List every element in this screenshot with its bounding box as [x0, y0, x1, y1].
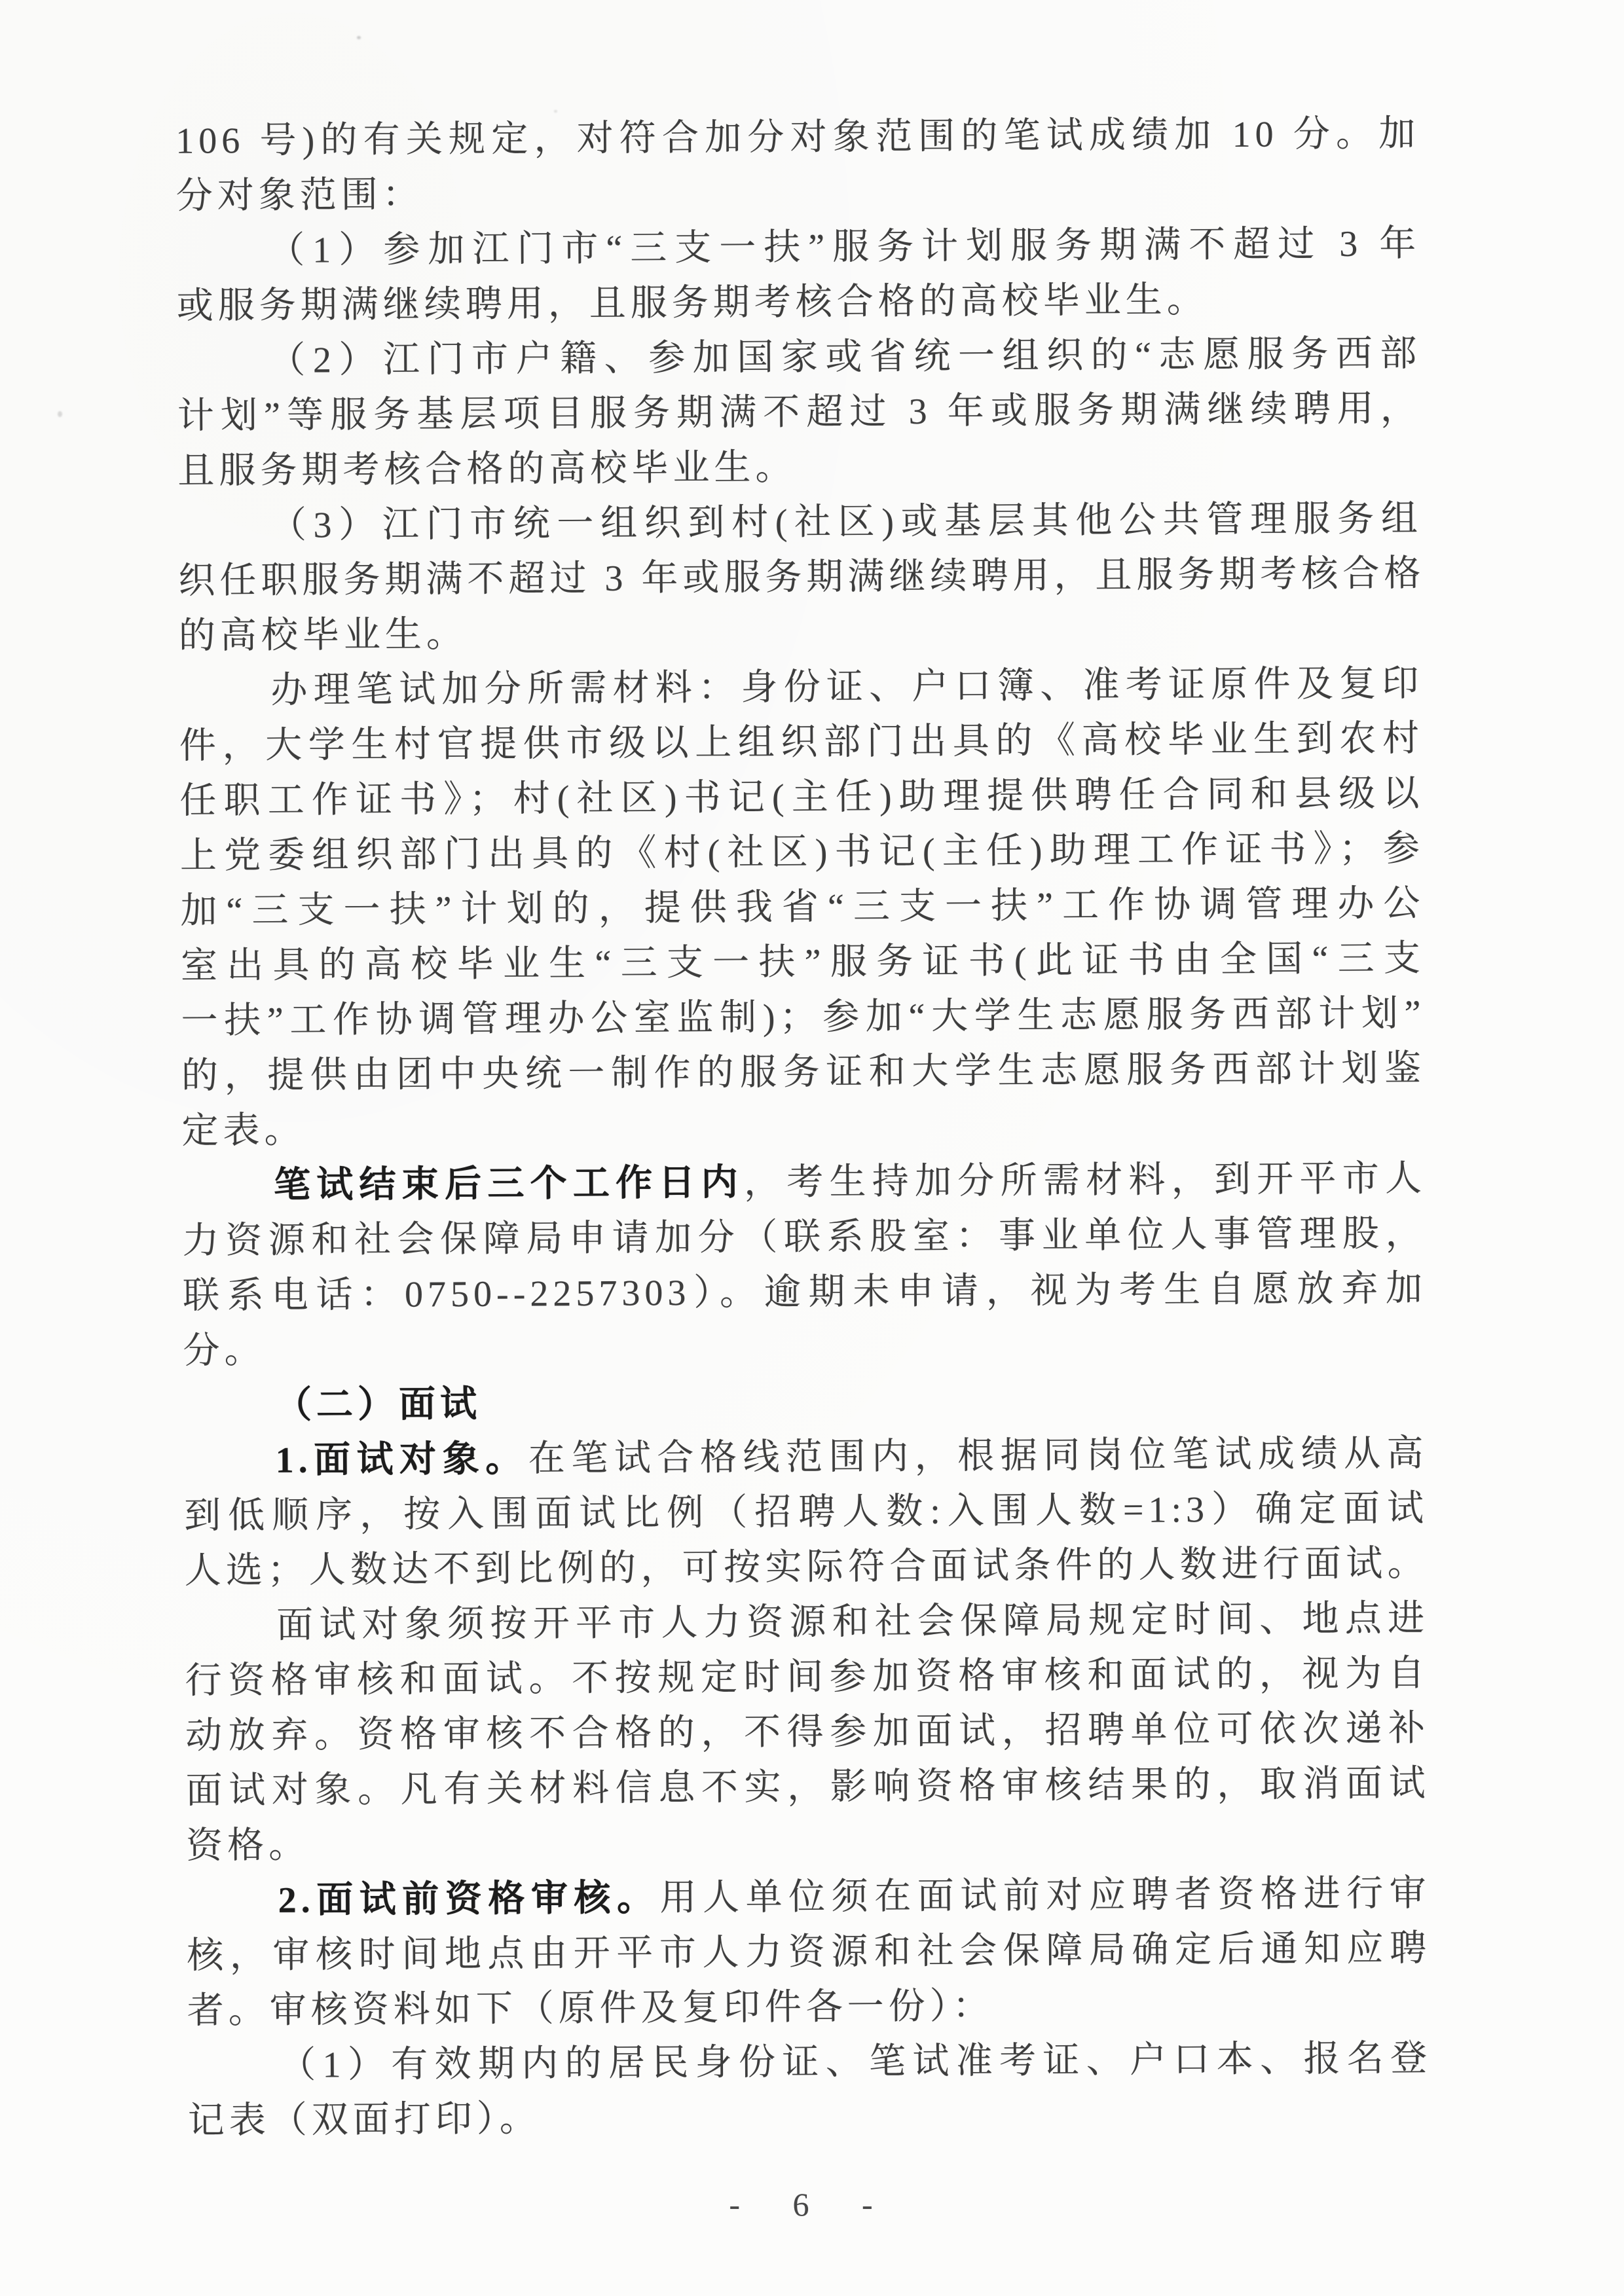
- bold-text-segment: 1.面试对象。: [275, 1438, 529, 1481]
- text-line: [187, 1976, 1431, 2039]
- text-segment: 核，审核时间地点由开平市人力资源和社会保障局确定后通知应聘: [187, 1928, 1431, 1977]
- text-segment: 上党委组织部门出具的《村(社区)书记(主任)助理工作证书》；参: [179, 828, 1425, 877]
- text-segment: 任职工作证书》；村(社区)书记(主任)助理提供聘任合同和县级以: [179, 773, 1424, 822]
- text-line: [187, 2031, 1431, 2094]
- text-line: [178, 546, 1426, 609]
- text-line: [184, 1481, 1428, 1544]
- text-segment: 人选；人数达不到比例的，可按实际符合面试条件的人数进行面试。: [184, 1543, 1429, 1592]
- page-number: - 6 -: [729, 2186, 895, 2223]
- text-line: [186, 1866, 1430, 1929]
- text-segment: 记表（双面打印）。: [187, 2098, 541, 2141]
- text-line: [180, 821, 1424, 884]
- text-segment: 行资格审核和面试。不按规定时间参加资格审核和面试的，视为自: [185, 1653, 1430, 1702]
- text-line: [175, 106, 1420, 169]
- bold-text-segment: （二）面试: [274, 1383, 482, 1426]
- text-line: [179, 656, 1423, 719]
- text-segment: 件，大学生村官提供市级以上组织部门出具的《高校毕业生到农村: [179, 718, 1424, 767]
- text-line: [185, 1701, 1430, 1764]
- text-line: [176, 216, 1420, 279]
- text-segment: （2）江门市户籍、参加国家或省统一组织的“志愿服务西部: [268, 333, 1422, 381]
- text-line: [177, 326, 1421, 389]
- text-line: [176, 161, 1420, 224]
- text-line: [183, 1426, 1428, 1489]
- text-segment: 分。: [183, 1330, 266, 1372]
- bold-text-segment: 笔试结束后三个工作日内: [273, 1162, 745, 1206]
- text-line: [186, 1811, 1430, 1874]
- text-line: [181, 1096, 1426, 1159]
- text-segment: 联系电话：0750--2257303）。逾期未申请，视为考生自愿放弃加: [182, 1268, 1428, 1317]
- text-segment: 力资源和社会保障局申请加分（联系股室：事业单位人事管理股，: [182, 1213, 1427, 1262]
- text-segment: 分对象范围：: [175, 174, 424, 217]
- text-line: [177, 271, 1421, 334]
- text-segment: 且服务期考核合格的高校毕业生。: [177, 447, 797, 492]
- text-line: [183, 1316, 1427, 1379]
- text-segment: 室出具的高校毕业生“三支一扶”服务证书(此证书由全国“三支: [180, 938, 1426, 987]
- text-segment: 的，提供由团中央统一制作的服务证和大学生志愿服务西部计划鉴: [181, 1048, 1426, 1097]
- text-segment: 定表。: [181, 1110, 306, 1152]
- text-line: [185, 1756, 1430, 1819]
- text-line: [185, 1646, 1429, 1709]
- text-line: [181, 1041, 1426, 1104]
- scan-speck: [58, 411, 62, 417]
- text-line: [187, 1921, 1431, 1984]
- text-line: [184, 1536, 1428, 1599]
- bold-text-segment: 2.面试前资格审核。: [278, 1878, 660, 1921]
- text-line: [182, 1151, 1426, 1214]
- text-line: [179, 711, 1424, 774]
- text-line: [183, 1261, 1427, 1324]
- text-segment: 或服务期满继续聘用，且服务期考核合格的高校毕业生。: [176, 280, 1208, 327]
- text-segment: （1）参加江门市“三支一扶”服务计划服务期满不超过 3 年: [268, 223, 1421, 271]
- text-segment: 在笔试合格线范围内，根据同岗位笔试成绩从高: [528, 1433, 1428, 1480]
- text-segment: 106 号)的有关规定，对符合加分对象范围的笔试成绩加 10 分。加: [175, 113, 1420, 162]
- text-segment: 的高校毕业生。: [178, 614, 468, 657]
- text-segment: 加“三支一扶”计划的，提供我省“三支一扶”工作协调管理办公: [180, 883, 1425, 932]
- text-line: [180, 876, 1424, 939]
- text-segment: 一扶”工作协调管理办公室监制)；参加“大学生志愿服务西部计划”: [181, 993, 1426, 1042]
- text-segment: （1）有效期内的居民身份证、笔试准考证、户口本、报名登: [279, 2038, 1432, 2086]
- text-line: [181, 986, 1425, 1049]
- text-line: [181, 931, 1425, 994]
- text-line: [179, 766, 1424, 829]
- text-line: [179, 601, 1423, 664]
- text-segment: 到低顺序，按入围面试比例（招聘人数:入围人数=1:3）确定面试: [183, 1488, 1429, 1537]
- text-segment: 计划”等服务基层项目服务期满不超过 3 年或服务期满继续聘用，: [177, 388, 1422, 437]
- text-segment: 者。审核资料如下（原件及复印件各一份）：: [187, 1986, 994, 2032]
- text-segment: （3）江门市统一组织到村(社区)或基层其他公共管理服务组: [269, 498, 1423, 546]
- text-line: [177, 381, 1422, 444]
- text-line: [182, 1206, 1426, 1269]
- text-segment: 动放弃。资格审核不合格的，不得参加面试，招聘单位可依次递补: [185, 1708, 1430, 1757]
- text-segment: ，考生持加分所需材料，到开平市人: [743, 1158, 1427, 1203]
- text-line: [187, 2086, 1431, 2149]
- text-segment: 面试对象。凡有关材料信息不实，影响资格审核结果的，取消面试: [185, 1763, 1430, 1812]
- text-line: [183, 1371, 1428, 1434]
- text-segment: 办理笔试加分所需材料：身份证、户口簿、准考证原件及复印: [270, 663, 1424, 711]
- text-line: [177, 436, 1422, 499]
- scan-speck: [357, 36, 361, 39]
- document-body: [175, 106, 1432, 2149]
- text-segment: 用人单位须在面试前对应聘者资格进行审: [659, 1873, 1431, 1919]
- text-segment: 资格。: [185, 1825, 310, 1867]
- text-line: [178, 491, 1422, 554]
- text-line: [185, 1591, 1429, 1654]
- text-segment: 面试对象须按开平市人力资源和社会保障局规定时间、地点进: [276, 1598, 1430, 1646]
- text-segment: 织任职服务期满不超过 3 年或服务期满继续聘用，且服务期考核合格: [178, 553, 1426, 602]
